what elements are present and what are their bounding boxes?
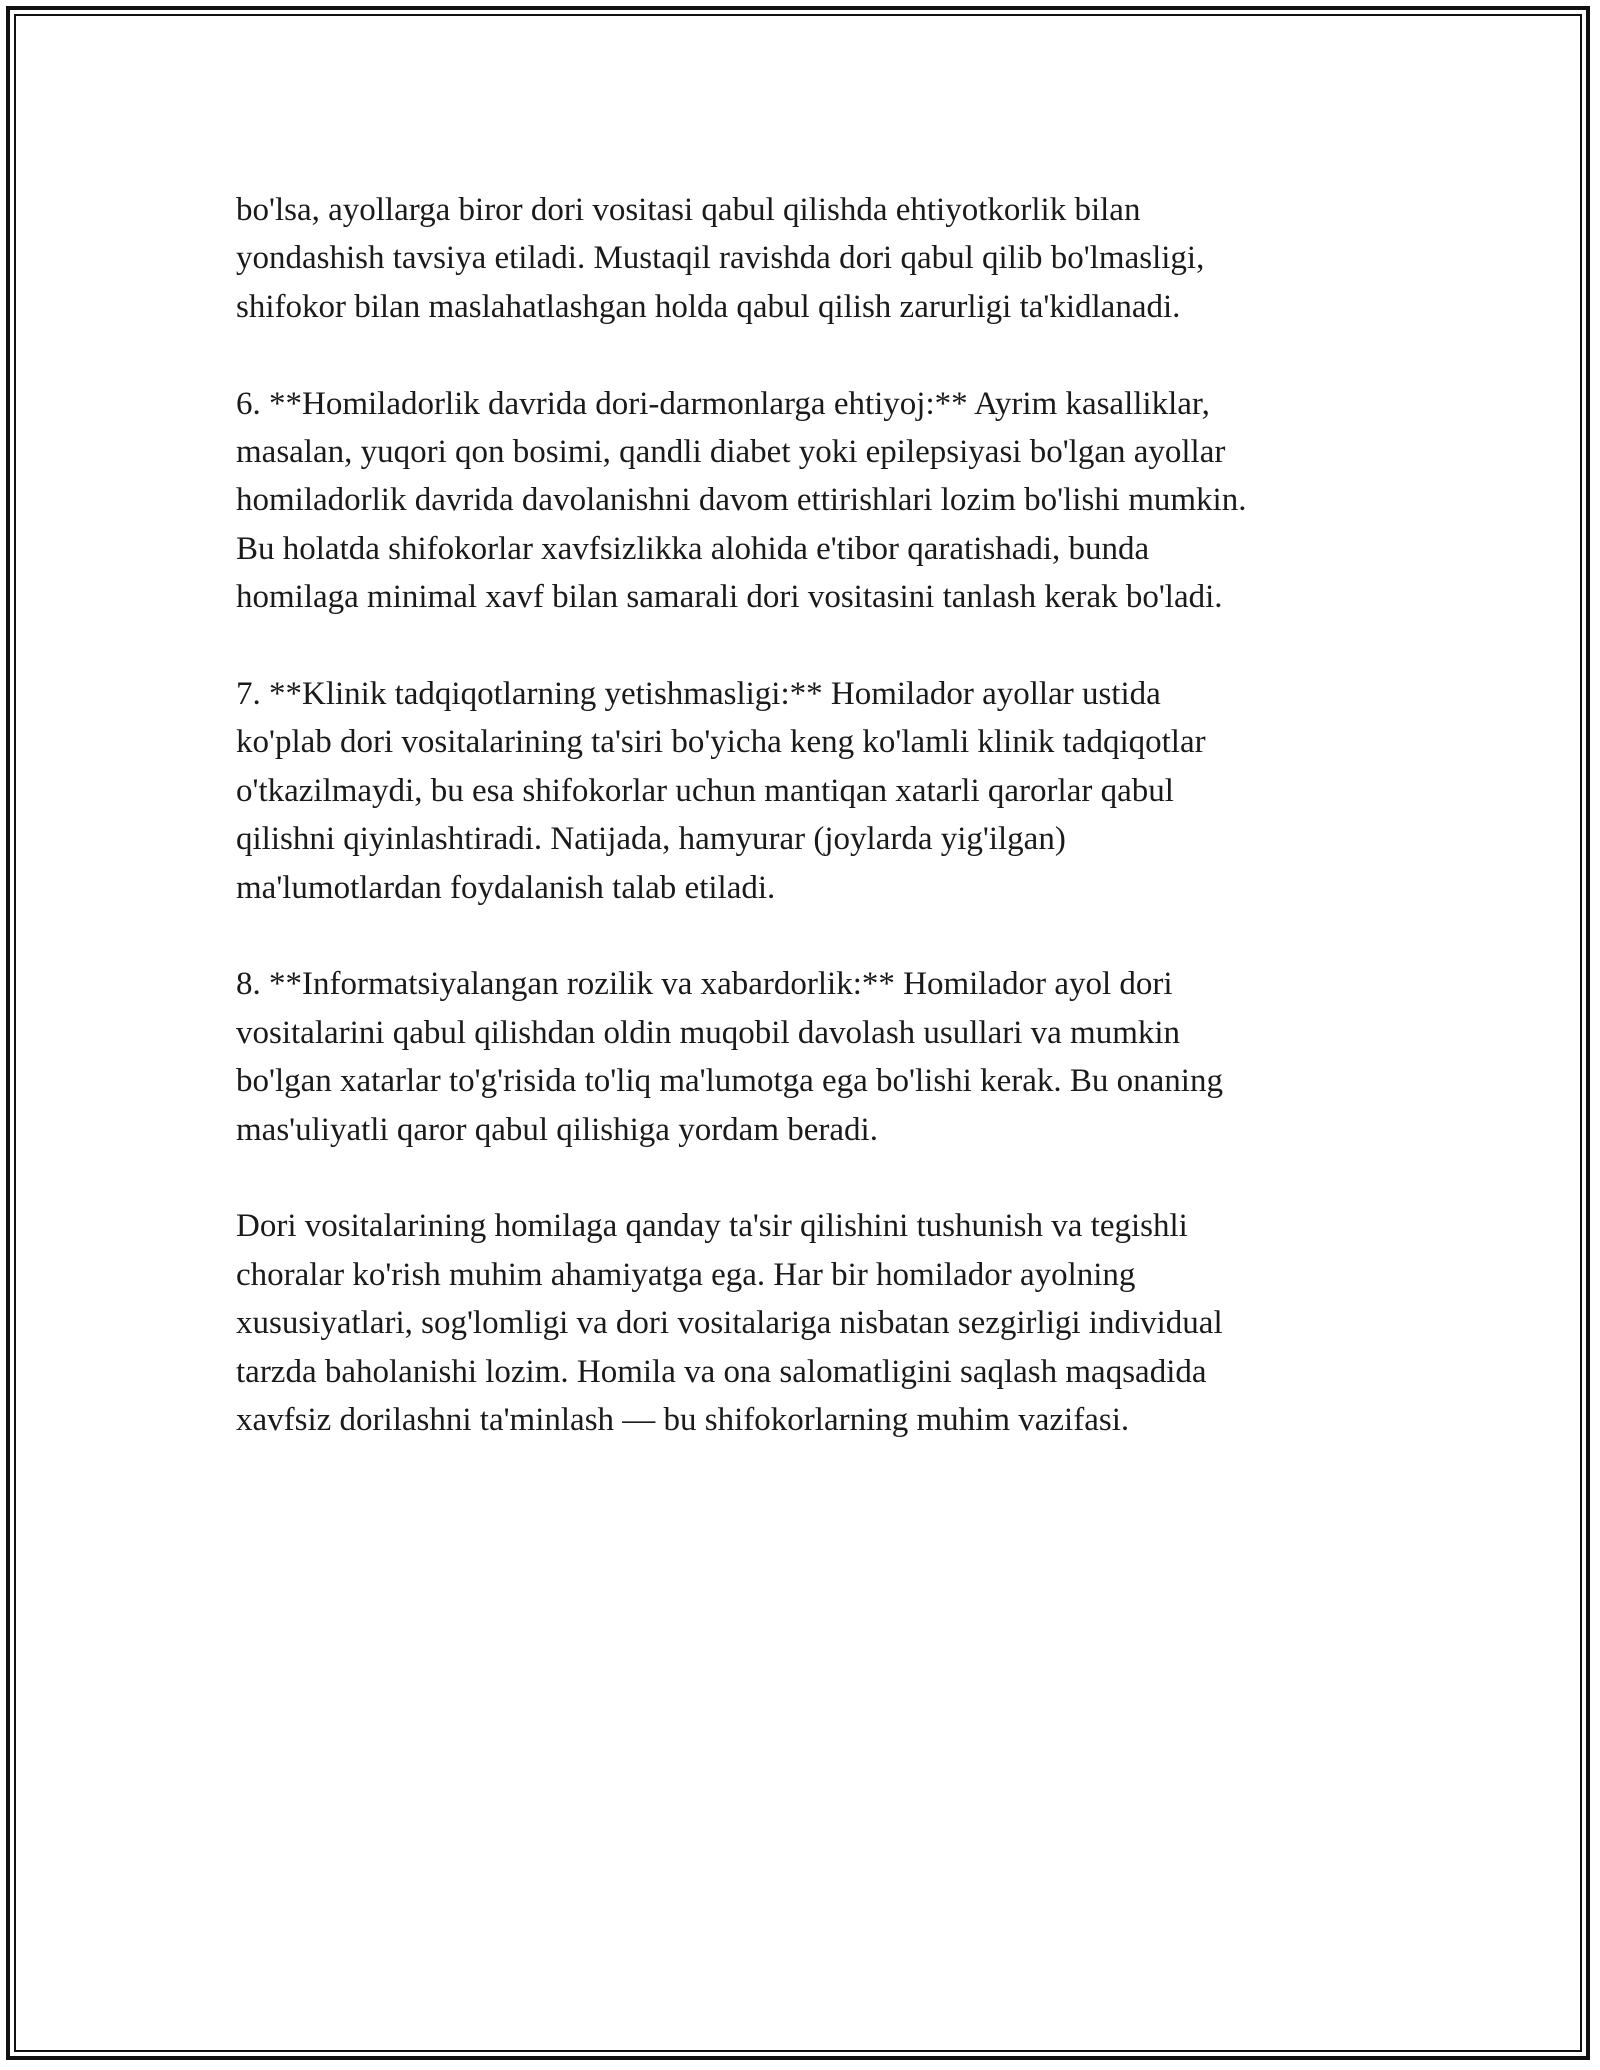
paragraph-item-8: 8. **Informatsiyalangan rozilik va xabardorlik:** Homilador ayol dori vositalarini qabul qilishdan oldin muqobil davolash usullari va mumkin bo'lgan xatarlar to'g'risida to'liq ma'lumotga ega bo'lishi kerak. Bu onaning mas'uliyatli qaror qabul qilishiga yordam beradi. xyxy=(236,966,1223,1148)
paragraph-item-6: 6. **Homiladorlik davrida dori-darmonlarga ehtiyoj:** Ayrim kasalliklar, masalan, yuqori qon bosimi, qandli diabet yoki epilepsiyasi bo'lgan ayollar homiladorlik davrida davolanishni davom ettirishlari lozim bo'lishi mumkin. Bu holatda shifokorlar xavfsizlikka alohida e'tibor qaratishadi, bunda homilaga minimal xavf bilan samarali dori vositasini tanlash kerak bo'ladi. xyxy=(236,385,1247,616)
paragraph-item-7: 7. **Klinik tadqiqotlarning yetishmasligi:** Homilador ayollar ustida ko'plab dori vositalarining ta'siri bo'yicha keng ko'lamli klinik tadqiqotlar o'tkazilmaydi, bu esa shifokorlar uchun mantiqan xatarli qarorlar qabul qilishni qiyinlashtiradi. Natijada, hamyurar (joylarda yig'ilgan) ma'lumotlardan foydalanish talab etiladi. xyxy=(236,676,1206,906)
paragraph-conclusion: Dori vositalarining homilaga qanday ta'sir qilishini tushunish va tegishli choralar ko'rish muhim ahamiyatga ega. Har bir homilador ayolning xususiyatlari, sog'lomligi va dori vositalariga nisbatan sezgirligi individual tarzda baholanishi lozim. Homila va ona salomatligini saqlash maqsadida xavfsiz dorilashni ta'minlash — bu shifokorlarning muhim vazifasi. xyxy=(236,1208,1223,1439)
document-body xyxy=(236,186,1396,1493)
paragraph-intro-continuation: bo'lsa, ayollarga biror dori vositasi qabul qilishda ehtiyotkorlik bilan yondashish tavsiya etiladi. Mustaqil ravishda dori qabul qilib bo'lmasligi, shifokor bilan maslahatlashgan holda qabul qilish zarurligi ta'kidlanadi. xyxy=(236,192,1205,325)
